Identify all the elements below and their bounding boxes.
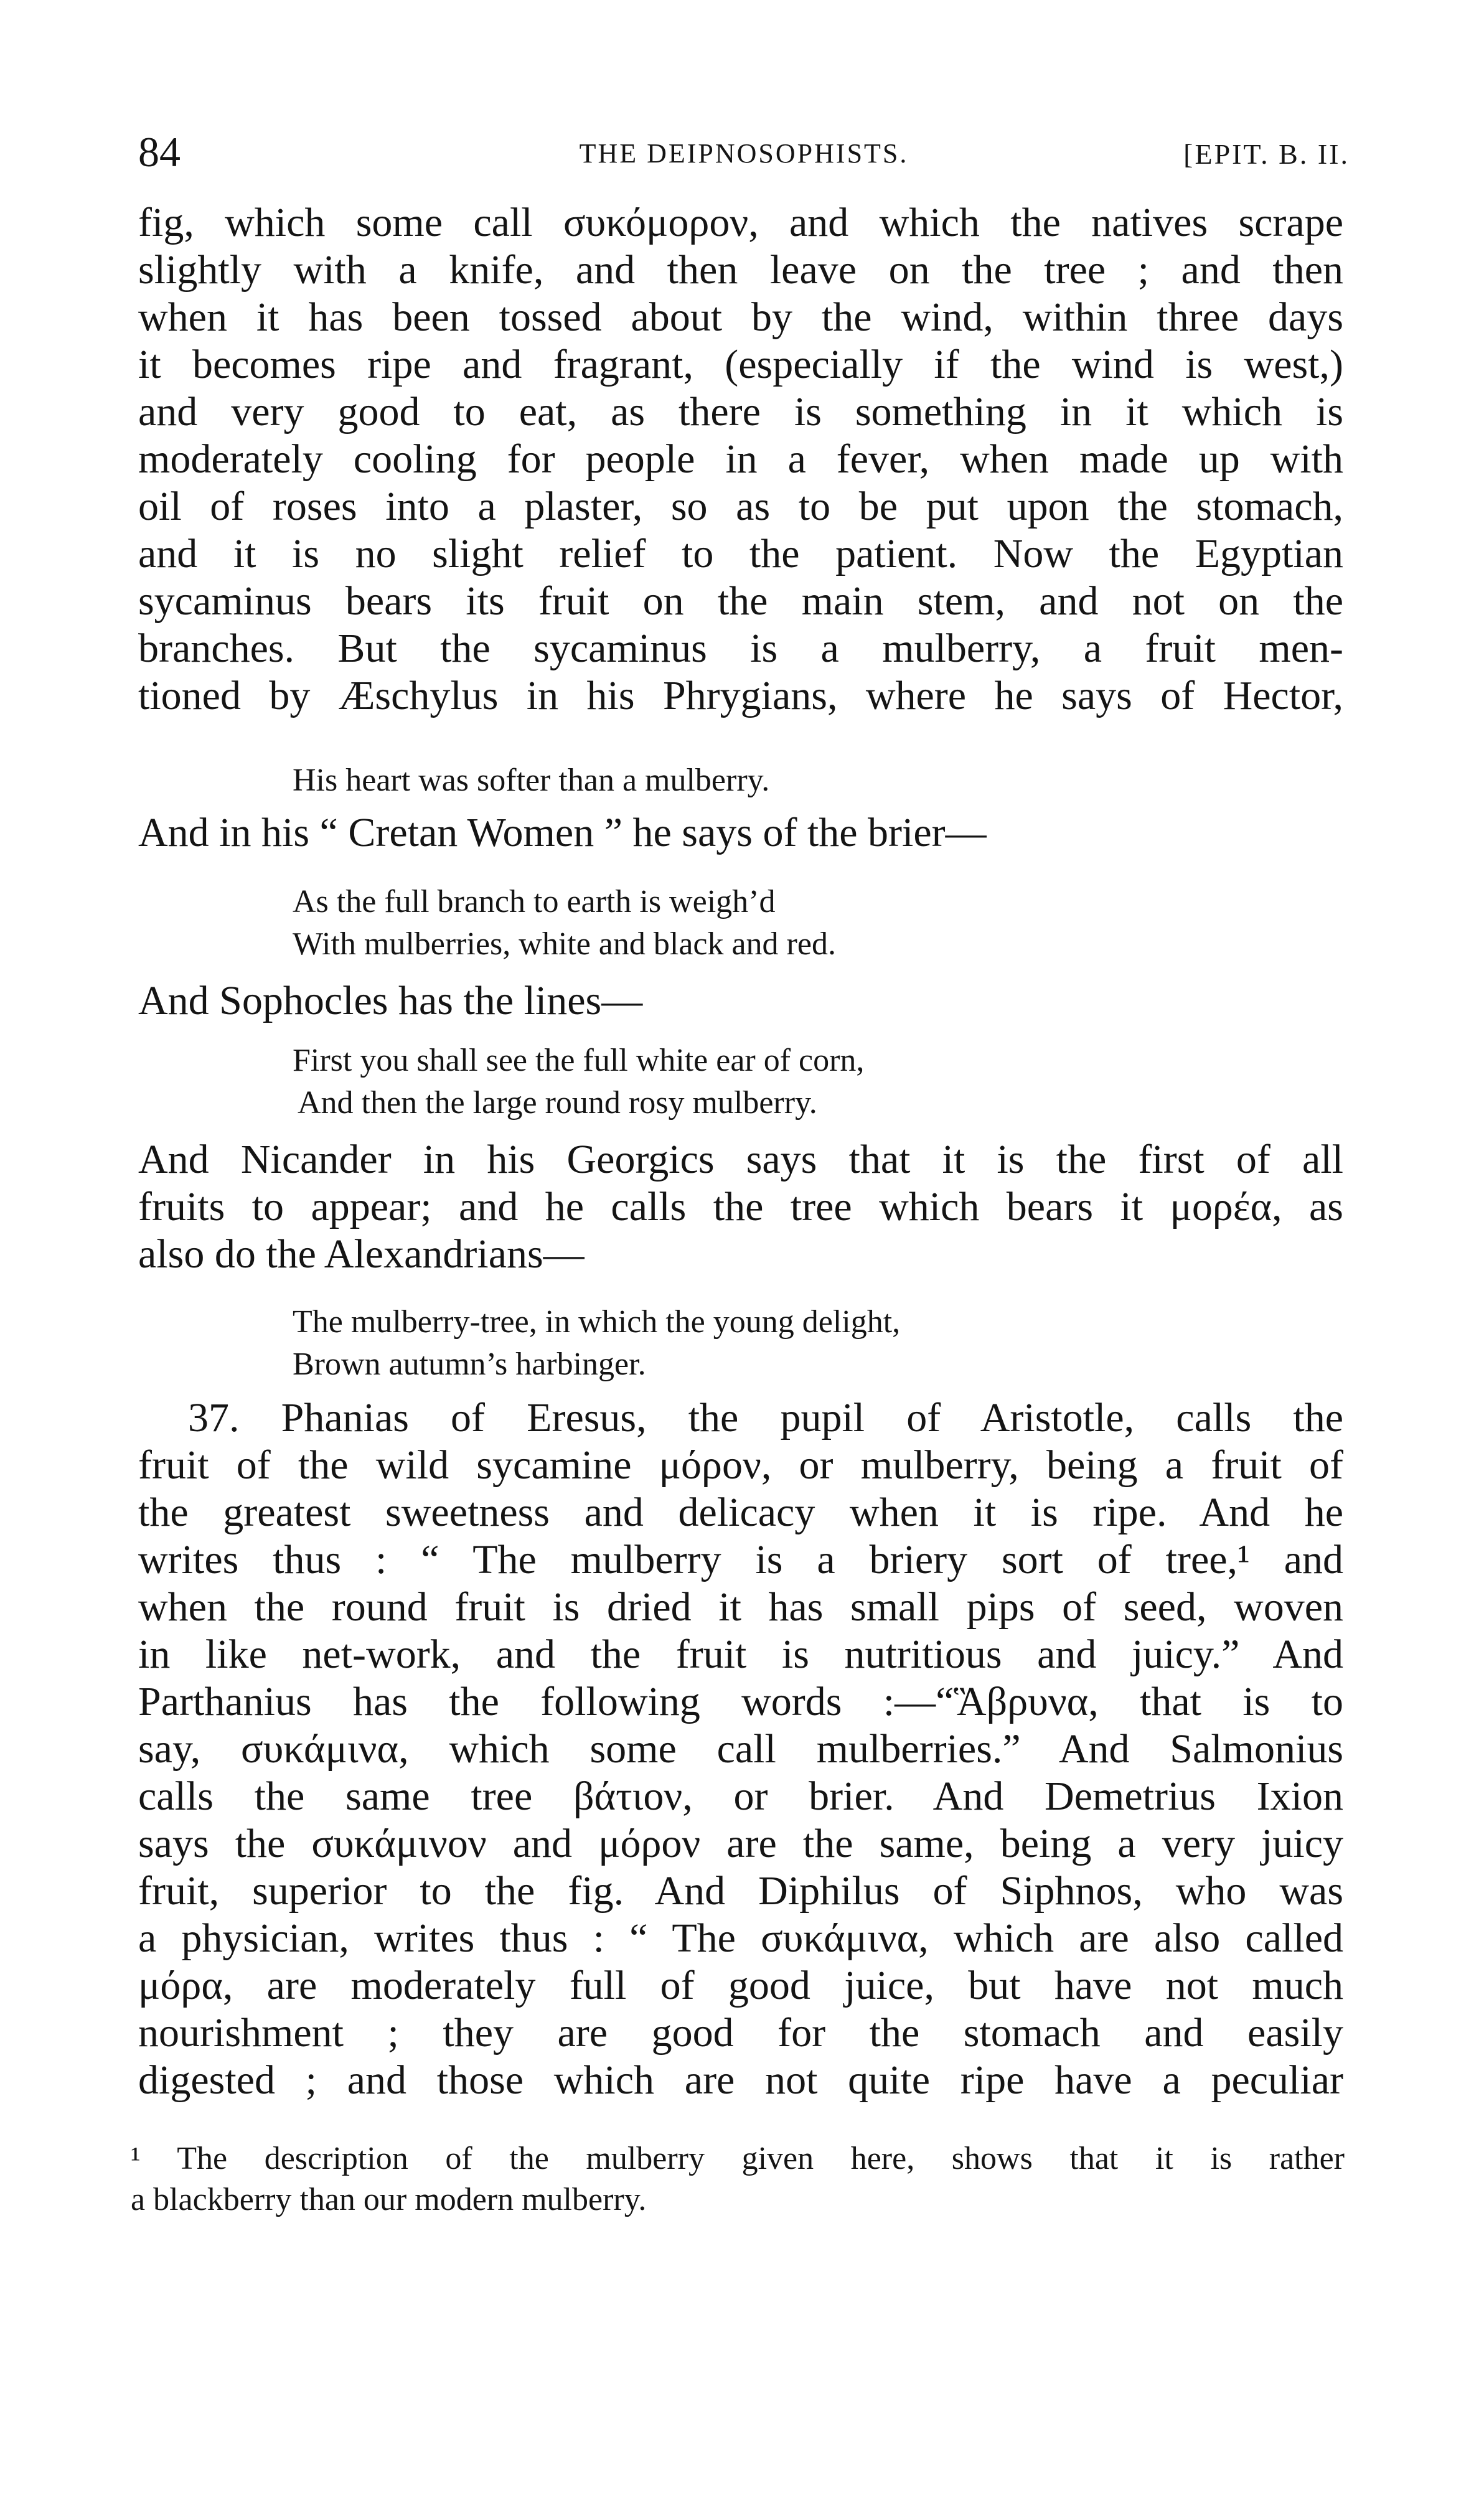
footnote-line: ¹ The description of the mulberry given here, shows that it is rather xyxy=(131,2141,1345,2176)
text-line: also do the Alexandrians— xyxy=(138,1231,585,1277)
text-line: when the round fruit is dried it has small pips of seed, woven xyxy=(138,1584,1343,1630)
section-reference: [EPIT. B. II. xyxy=(1183,138,1350,170)
verse-line: Brown autumn’s harbinger. xyxy=(293,1346,646,1382)
text-line: slightly with a knife, and then leave on the tree ; and then xyxy=(138,247,1343,293)
paragraph-sycamore xyxy=(138,199,1343,720)
text-line: say, συκάμινα, which some call mulberries.” And Salmonius xyxy=(138,1726,1343,1772)
verse-line: His heart was softer than a mulberry. xyxy=(293,763,770,798)
text-line: the greatest sweetness and delicacy when it is ripe. And he xyxy=(138,1490,1343,1535)
text-line: Parthanius has the following words :—“Ἃβρυνα, that is to xyxy=(138,1679,1343,1724)
text-line: And Nicander in his Georgics says that it is the first of all xyxy=(138,1137,1343,1182)
verse-nicander xyxy=(293,1301,900,1386)
text-line: And in his “ Cretan Women ” he says of the brier— xyxy=(138,810,987,855)
text-line: oil of roses into a plaster, so as to be put upon the stomach, xyxy=(138,484,1343,529)
text-line: branches. But the sycaminus is a mulberry, a fruit men- xyxy=(138,626,1343,671)
page-number: 84 xyxy=(138,128,181,176)
line-cretan-women xyxy=(138,809,1343,857)
text-line: sycaminus bears its fruit on the main stem, and not on the xyxy=(138,578,1343,624)
text-line: And Sophocles has the lines— xyxy=(138,978,643,1023)
verse-line: The mulberry-tree, in which the young delight, xyxy=(293,1304,901,1340)
text-line: when it has been tossed about by the wind, within three days xyxy=(138,294,1343,340)
text-line: a physician, writes thus : “ The συκάμινα, which are also called xyxy=(138,1915,1343,1961)
text-line: tioned by Æschylus in his Phrygians, where he says of Hector, xyxy=(138,673,1343,718)
text-line: fruit, superior to the fig. And Diphilus of Siphnos, who was xyxy=(138,1868,1343,1914)
page-header xyxy=(138,128,1350,184)
verse-sophocles xyxy=(293,1040,864,1124)
paragraph-37-phanias xyxy=(138,1394,1343,2104)
line-sophocles xyxy=(138,977,1343,1025)
text-line: and it is no slight relief to the patient. Now the Egyptian xyxy=(138,531,1343,576)
verse-line: First you shall see the full white ear of corn, xyxy=(293,1043,865,1078)
text-line: writes thus : “ The mulberry is a briery sort of tree,¹ and xyxy=(138,1537,1343,1582)
verse-cretan-women xyxy=(293,881,836,966)
text-line: fruit of the wild sycamine μόρον, or mulberry, being a fruit of xyxy=(138,1442,1343,1488)
verse-line: With mulberries, white and black and red. xyxy=(293,926,836,962)
verse-aeschylus-phrygians xyxy=(293,759,769,802)
text-line: fruits to appear; and he calls the tree which bears it μορέα, as xyxy=(138,1184,1343,1229)
text-line: fig, which some call συκόμορον, and which the natives scrape xyxy=(138,200,1343,245)
text-line: calls the same tree βάτιον, or brier. And Demetrius Ixion xyxy=(138,1774,1343,1819)
text-line: digested ; and those which are not quite ripe have a peculiar xyxy=(138,2057,1343,2103)
text-line: μόρα, are moderately full of good juice, but have not much xyxy=(138,1963,1343,2008)
footnote-line: a blackberry than our modern mulberry. xyxy=(131,2182,647,2217)
text-line: in like net-work, and the fruit is nutritious and juicy.” And xyxy=(138,1632,1343,1677)
paragraph-nicander xyxy=(138,1136,1343,1278)
running-title: THE DEIPNOSOPHISTS. xyxy=(579,138,909,169)
text-line: it becomes ripe and fragrant, (especially if the wind is west,) xyxy=(138,342,1343,387)
verse-line: And then the large round rosy mulberry. xyxy=(298,1085,817,1121)
verse-line: As the full branch to earth is weigh’d xyxy=(293,884,776,919)
text-line: 37. Phanias of Eresus, the pupil of Aristotle, calls the xyxy=(188,1395,1343,1440)
text-line: moderately cooling for people in a fever, when made up with xyxy=(138,436,1343,482)
text-line: and very good to eat, as there is something in it which is xyxy=(138,389,1343,435)
text-line: says the συκάμινον and μόρον are the same, being a very juicy xyxy=(138,1821,1343,1866)
text-line: nourishment ; they are good for the stomach and easily xyxy=(138,2010,1343,2056)
footnote xyxy=(131,2138,1345,2220)
